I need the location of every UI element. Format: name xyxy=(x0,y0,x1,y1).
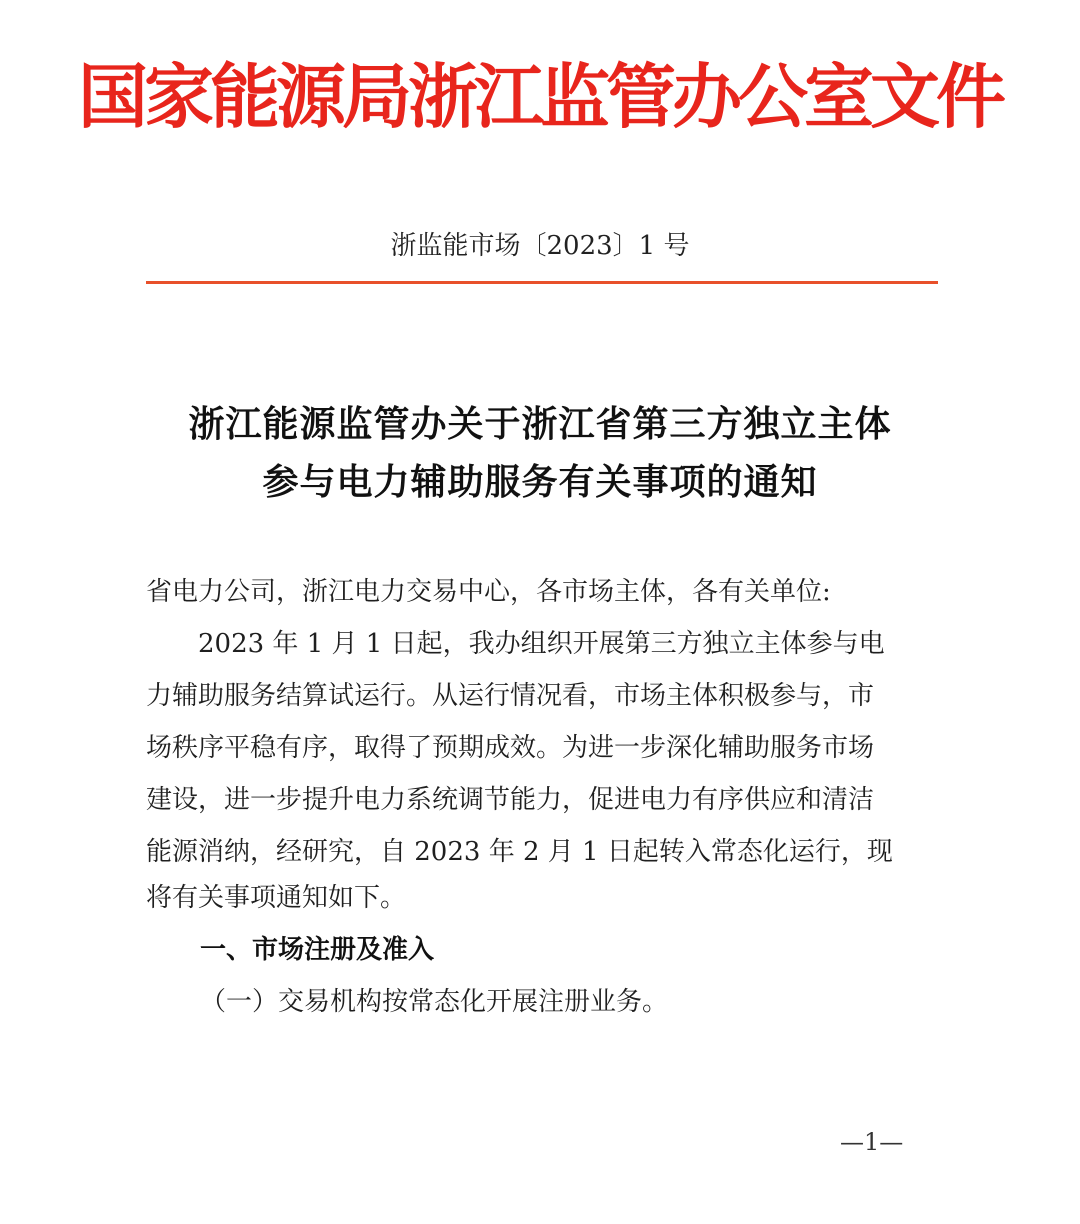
notice-title-line-1: 浙江能源监管办关于浙江省第三方独立主体 xyxy=(188,404,892,445)
paragraph-line: 能源消纳，经研究，自 2023 年 2 月 1 日起转入常态化运行，现 xyxy=(146,837,893,867)
issuer-header-title: 国家能源局浙江监管办公室文件 xyxy=(78,56,1002,138)
addressee-line: 省电力公司，浙江电力交易中心，各市场主体，各有关单位: xyxy=(146,577,831,607)
section-heading: 一、市场注册及准入 xyxy=(200,935,435,965)
document-number: 浙监能市场〔2023〕1 号 xyxy=(390,231,690,261)
paragraph-line: 场秩序平稳有序，取得了预期成效。为进一步深化辅助服务市场 xyxy=(146,733,875,763)
notice-title xyxy=(0,396,1080,512)
paragraph-line: 建设，进一步提升电力系统调节能力，促进电力有序供应和清洁 xyxy=(146,785,875,815)
notice-title-line-2: 参与电力辅助服务有关事项的通知 xyxy=(262,462,818,503)
red-divider-line xyxy=(146,281,938,284)
paragraph-line: 力辅助服务结算试运行。从运行情况看，市场主体积极参与，市 xyxy=(146,681,875,711)
paragraph-line: 将有关事项通知如下。 xyxy=(146,883,407,913)
sub-item: （一）交易机构按常态化开展注册业务。 xyxy=(200,987,669,1017)
paragraph-line: 2023 年 1 月 1 日起，我办组织开展第三方独立主体参与电 xyxy=(146,629,885,659)
page-number: —1— xyxy=(840,1128,904,1156)
